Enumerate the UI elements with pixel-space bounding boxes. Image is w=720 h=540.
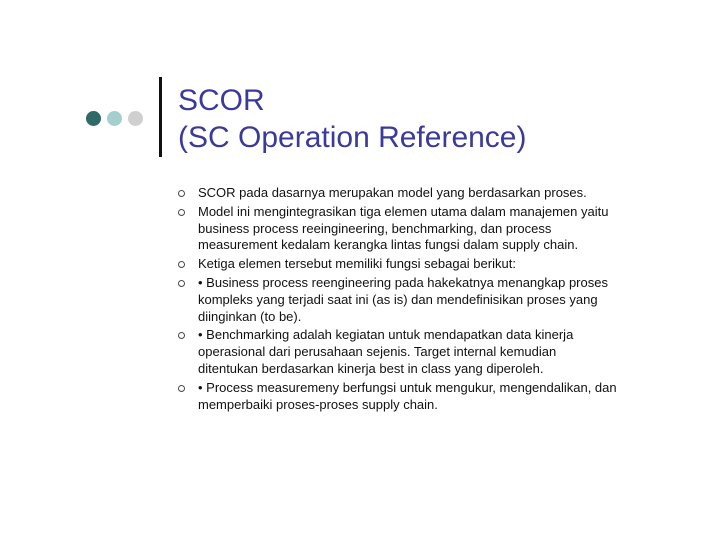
bullet-item <box>178 380 618 414</box>
title-divider <box>159 77 162 157</box>
decorative-dots <box>86 111 143 126</box>
slide-title-line2: (SC Operation Reference) <box>178 121 527 154</box>
circle-bullet-icon <box>178 261 185 268</box>
bullet-item <box>178 204 618 254</box>
slide-title <box>178 82 527 156</box>
circle-bullet-icon <box>178 209 185 216</box>
bullet-item <box>178 327 618 377</box>
bullet-text: Ketiga elemen tersebut memiliki fungsi sebagai berikut: <box>198 256 516 272</box>
dot-grey <box>128 111 143 126</box>
circle-bullet-icon <box>178 385 185 392</box>
circle-bullet-icon <box>178 190 185 197</box>
bullet-text: Model ini mengintegrasikan tiga elemen utama dalam manajemen yaitu business process reeingineering, benchmarking, dan process measurement kedalam kerangka lintas fungsi dalam supply chain. <box>198 203 609 253</box>
bullet-text: • Business process reengineering pada hakekatnya menangkap proses kompleks yang terjadi saat ini (as is) dan mendefinisikan proses yang diinginkan (to be). <box>198 274 608 324</box>
bullet-text: • Benchmarking adalah kegiatan untuk mendapatkan data kinerja operasional dari perusahaan sejenis. Target internal kemudian ditentukan berdasarkan kinerja best in class yang diperoleh. <box>198 327 574 376</box>
bullet-item <box>178 256 618 273</box>
bullet-item <box>178 275 618 325</box>
circle-bullet-icon <box>178 280 185 287</box>
slide-title-line1: SCOR <box>178 84 265 117</box>
dot-dark-teal <box>86 111 101 126</box>
dot-light-teal <box>107 111 122 126</box>
bullet-item <box>178 185 618 202</box>
bullet-text: • Process measuremeny berfungsi untuk mengukur, mengendalikan, dan memperbaiki proses-proses supply chain. <box>198 379 617 412</box>
bullet-list <box>178 185 618 415</box>
bullet-text: SCOR pada dasarnya merupakan model yang berdasarkan proses. <box>198 185 587 200</box>
circle-bullet-icon <box>178 332 185 339</box>
